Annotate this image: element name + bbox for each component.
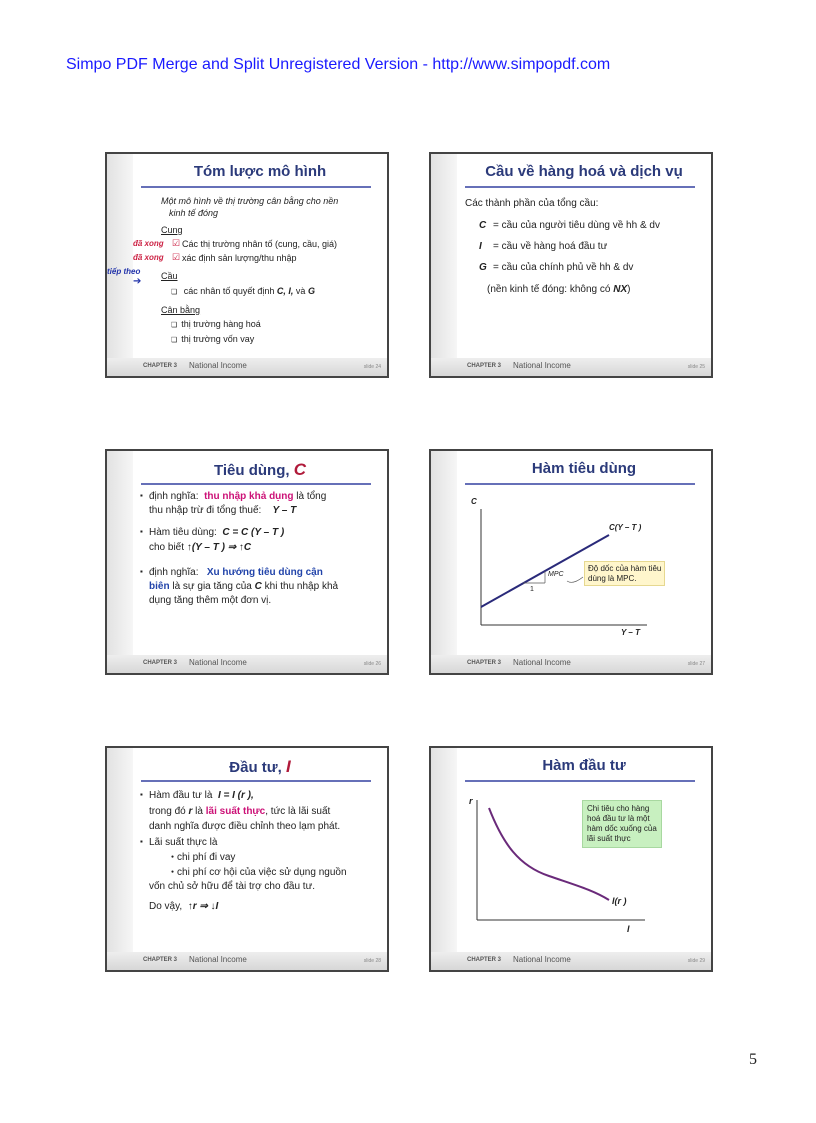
intro-text: Một mô hình về thị trường cân bằng cho nền [161, 196, 339, 206]
conclusion: Do vậy, ↑r ⇒ ↓I [149, 901, 219, 912]
footer-chapter: CHAPTER 3 [143, 363, 178, 369]
var-c: C [479, 220, 487, 231]
x-axis-label: Y – T [621, 628, 640, 637]
footer-topic: National Income [513, 658, 571, 667]
footer-chapter: CHAPTER 3 [467, 957, 502, 963]
arrow-right-icon: ➔ [133, 276, 142, 287]
cost-of-borrowing: ● chi phí đi vay [171, 852, 235, 863]
x-axis-label: I [627, 924, 630, 934]
demand-item: ❏ các nhân tố quyết định C, I, và G [171, 286, 315, 296]
mpc-label: MPC [548, 571, 564, 578]
c-desc: = cầu của người tiêu dùng về hh & dv [493, 220, 660, 231]
opportunity-cost-line-2: vốn chủ sở hữu để tài trợ cho đầu tư. [149, 881, 316, 892]
y-axis-label: C [471, 497, 477, 506]
checkmark-icon: ☑ [172, 238, 181, 248]
slide-number: slide 29 [687, 958, 705, 964]
footer-topic: National Income [189, 361, 247, 370]
slide-footer [431, 358, 711, 376]
definition-line-2: thu nhập trừ đi tổng thuế: Y – T [149, 505, 297, 516]
slide-number: slide 24 [363, 364, 381, 370]
page-number: 5 [749, 1051, 757, 1068]
slide-investment [105, 746, 389, 972]
slide-footer [107, 358, 387, 376]
intro-text: Các thành phần của tổng cầu: [465, 198, 599, 209]
next-label: tiếp theo [107, 267, 141, 276]
slide-footer [431, 655, 711, 673]
i-desc: = cầu về hàng hoá đầu tư [493, 241, 608, 252]
opportunity-cost: ● chi phí cơ hội của việc sử dụng nguồn [171, 867, 347, 878]
slide-title: Tiêu dùng, C [213, 460, 306, 479]
slide-footer [431, 952, 711, 970]
slide-consumption-function-graph [429, 449, 713, 675]
slide-title: Đầu tư, I [229, 757, 291, 776]
investment-function: ▪ Hàm đầu tư là I = I (r ), [149, 790, 254, 801]
footer-topic: National Income [189, 955, 247, 964]
slide-number: slide 26 [363, 661, 381, 667]
demand-heading: Cầu [161, 271, 178, 281]
consumption-function: ▪ Hàm tiêu dùng: C = C (Y – T ) [149, 527, 284, 538]
var-i: I [479, 241, 482, 252]
definition-disposable-income: ▪ định nghĩa: thu nhập khả dụng là tổng [149, 491, 326, 502]
curve-label: C(Y – T ) [609, 523, 642, 532]
footer-chapter: CHAPTER 3 [467, 363, 502, 369]
definition-mpc-line-2: biên là sự gia tăng của C khi thu nhập khả [149, 581, 339, 592]
slide-number: slide 27 [687, 661, 705, 667]
consumption-function-line-2: cho biết ↑(Y – T ) ⇒ ↑C [149, 542, 252, 553]
watermark: Simpo PDF Merge and Split Unregistered Version - http://www.simpopdf.com [66, 56, 611, 73]
equilibrium-item-2: ❏ thị trường vốn vay [171, 334, 254, 344]
downward-slope-note: Chi tiêu cho hàng hoá đầu tư là một hàm dốc xuống của lãi suất thực [582, 800, 662, 848]
equilibrium-heading: Cân bằng [161, 305, 201, 315]
definition-mpc: ▪ định nghĩa: Xu hướng tiêu dùng cận [149, 567, 323, 578]
slide-title: Hàm đầu tư [542, 757, 626, 774]
g-desc: = cầu của chính phủ về hh & dv [493, 262, 634, 273]
y-axis-label: r [469, 796, 473, 806]
investment-function-line-2: trong đó r là lãi suất thực, tức là lãi suất [149, 806, 331, 817]
real-interest-rate: ▪ Lãi suất thực là [149, 837, 217, 848]
footer-chapter: CHAPTER 3 [143, 660, 178, 666]
slide-title: Hàm tiêu dùng [531, 460, 637, 477]
supply-heading: Cung [161, 225, 183, 235]
slide-aggregate-demand [429, 152, 713, 378]
slide-title: Tóm lược mô hình [193, 163, 327, 180]
intro-text-2: kinh tế đóng [169, 208, 219, 218]
slide-summary [105, 152, 389, 378]
footer-topic: National Income [513, 955, 571, 964]
slope-note: Độ dốc của hàm tiêu dùng là MPC. [584, 561, 665, 586]
footer-topic: National Income [513, 361, 571, 370]
equilibrium-item-1: ❏ thị trường hàng hoá [171, 319, 261, 329]
one-label: 1 [530, 586, 534, 593]
closed-economy-note: (nền kinh tế đóng: không có NX) [487, 284, 631, 295]
footer-topic: National Income [189, 658, 247, 667]
investment-function-line-3: danh nghĩa được điều chỉnh theo lạm phát. [149, 821, 341, 832]
supply-item-1: Các thị trường nhân tố (cung, cầu, giá) [182, 239, 338, 249]
checkmark-icon: ☑ [172, 252, 181, 262]
slide-title: Cầu về hàng hoá và dịch vụ [485, 163, 683, 180]
supply-item-2: xác định sản lượng/thu nhập [182, 253, 297, 263]
done-label-2: đã xong [133, 253, 164, 262]
slide-footer [107, 952, 387, 970]
footer-chapter: CHAPTER 3 [143, 957, 178, 963]
var-g: G [479, 262, 487, 273]
curve-label: I(r ) [612, 896, 627, 906]
slide-investment-function-graph [429, 746, 713, 972]
footer-chapter: CHAPTER 3 [467, 660, 502, 666]
slide-number: slide 25 [687, 364, 705, 370]
slide-consumption [105, 449, 389, 675]
done-label: đã xong [133, 239, 164, 248]
slide-number: slide 28 [363, 958, 381, 964]
slide-footer [107, 655, 387, 673]
definition-mpc-line-3: dụng tăng thêm một đơn vị. [149, 595, 272, 606]
